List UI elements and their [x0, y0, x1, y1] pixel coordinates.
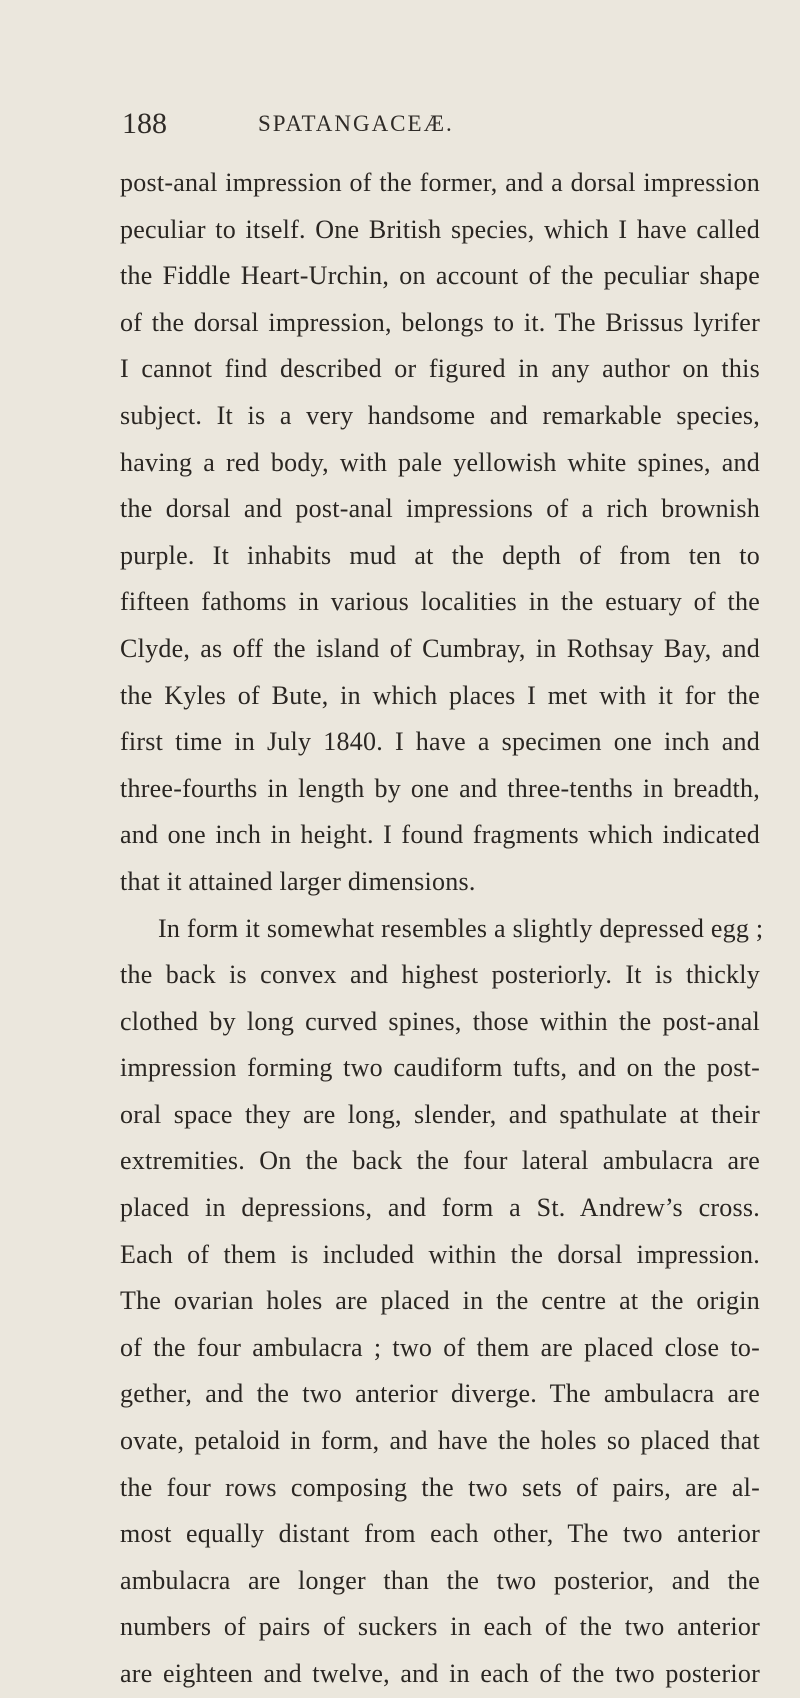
page-header — [0, 104, 800, 144]
text-line: the four rows composing the two sets of pairs, are al- — [120, 1472, 760, 1502]
text-line: fifteen fathoms in various localities in the estuary of the — [120, 587, 760, 617]
text-line: the back is convex and highest posteriorly. It is thickly — [120, 960, 760, 990]
text-line: first time in July 1840. I have a specimen one inch and — [120, 727, 760, 757]
text-line: of the dorsal impression, belongs to it. The Brissus lyrifer — [120, 307, 760, 337]
running-head: SPATANGACEÆ. — [258, 111, 454, 136]
text-line: subject. It is a very handsome and remarkable species, — [120, 400, 760, 430]
body-text — [120, 160, 764, 1698]
text-line: most equally distant from each other, The two anterior — [120, 1519, 760, 1549]
text-line: and one inch in height. I found fragments which indicated — [120, 820, 760, 850]
text-line: In form it somewhat resembles a slightly depressed egg ; — [158, 913, 764, 943]
text-line: are eighteen and twelve, and in each of the two posterior — [120, 1659, 760, 1688]
paragraph-1 — [120, 160, 760, 906]
text-line: of the four ambulacra ; two of them are placed close to- — [120, 1332, 760, 1362]
text-line: peculiar to itself. One British species, which I have called — [120, 214, 760, 244]
text-line: ambulacra are longer than the two posterior, and the — [120, 1565, 760, 1595]
text-line: numbers of pairs of suckers in each of the two anterior — [120, 1612, 760, 1642]
text-line: clothed by long curved spines, those within the post-anal — [120, 1006, 760, 1036]
text-line: Each of them is included within the dorsal impression. — [120, 1239, 760, 1269]
text-line: ovate, petaloid in form, and have the holes so placed that — [120, 1426, 760, 1456]
text-line: The ovarian holes are placed in the centre at the origin — [120, 1286, 760, 1316]
text-line: I cannot find described or figured in any author on this — [120, 354, 760, 384]
page-number: 188 — [122, 107, 167, 140]
text-line: extremities. On the back the four lateral ambulacra are — [120, 1146, 760, 1176]
paragraph-2 — [120, 906, 764, 1698]
text-line: gether, and the two anterior diverge. The ambulacra are — [120, 1379, 760, 1409]
text-line: placed in depressions, and form a St. Andrew’s cross. — [120, 1193, 760, 1223]
text-line: having a red body, with pale yellowish white spines, and — [120, 447, 760, 477]
text-line: impression forming two caudiform tufts, and on the post- — [120, 1053, 760, 1083]
text-line: purple. It inhabits mud at the depth of from ten to — [120, 540, 760, 570]
text-line: oral space they are long, slender, and spathulate at their — [120, 1099, 760, 1129]
text-line: Clyde, as off the island of Cumbray, in Rothsay Bay, and — [120, 633, 760, 663]
text-line: the dorsal and post-anal impressions of a rich brownish — [120, 494, 760, 524]
text-line: the Fiddle Heart-Urchin, on account of the peculiar shape — [120, 261, 760, 291]
text-line: the Kyles of Bute, in which places I met with it for the — [120, 680, 760, 710]
text-line: post-anal impression of the former, and a dorsal impression — [120, 168, 760, 197]
text-line: three-fourths in length by one and three-tenths in breadth, — [120, 773, 760, 803]
text-line: that it attained larger dimensions. — [120, 866, 476, 896]
